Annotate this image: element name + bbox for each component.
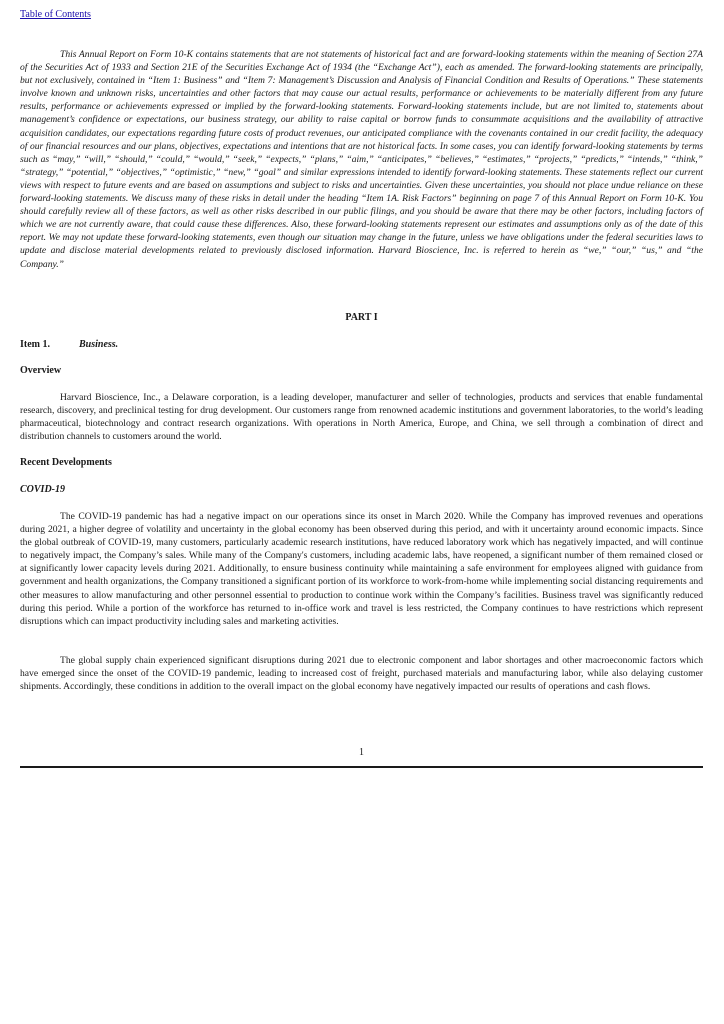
- covid-paragraph: The COVID-19 pandemic has had a negative impact on our operations since its onset in March 2020. While the Company has improved revenues and operations during 2021, a higher degree of volatility and uncertainty in the global economy has been observed during this period, and with it uncertainty around economic impacts. Since the global outbreak of COVID-19, many customers, particularly academic research institutions, have reduced laboratory work which has negatively impacted, and will continue to negatively impact, the Company’s sales. While many of the Company's customers, including academic labs, have reopened, a significant number of them remained closed or at significantly lower capacity levels during 2021. Additionally, to ensure business continuity while maintaining a safe environment for employees aligned with guidance from government and health organizations, the Company transitioned a significant portion of its workforce to work-from-home while implementing social distancing requirements and other measures to allow manufacturing and other personnel essential to production to continue work within the Company’s facilities. Business travel was significantly reduced during this period. While a portion of the workforce has returned to in-office work and travel is less restricted, the Company continues to have restrictions which represent disruptions which can impact productivity including sales and marketing activities.: [20, 511, 703, 627]
- item-heading: [20, 339, 118, 350]
- part-heading: PART I: [345, 312, 378, 323]
- item-title: Business.: [79, 339, 119, 350]
- recent-developments-heading: Recent Developments: [20, 457, 112, 468]
- overview-paragraph: Harvard Bioscience, Inc., a Delaware corporation, is a leading developer, manufacturer and seller of technologies, products and services that enable fundamental research, discovery, and preclinical testing for drug development. Our customers range from renowned academic institutions and government laboratories, to the world’s leading pharmaceutical, biotechnology and contract research organizations. With operations in North America, Europe, and China, we sell through a combination of direct and distribution channels to customers around the world.: [20, 392, 703, 443]
- covid-heading: COVID-19: [20, 484, 66, 495]
- item-number: Item 1.: [20, 339, 50, 350]
- page-number: 1: [359, 747, 364, 758]
- page-divider: [20, 766, 703, 768]
- table-of-contents-link[interactable]: Table of Contents: [20, 9, 91, 20]
- supply-chain-paragraph: The global supply chain experienced significant disruptions during 2021 due to electronic component and labor shortages and other macroeconomic factors which have emerged since the onset of the COVID-19 pandemic, leading to increased cost of freight, purchased materials and manufacturing labor, while also delaying customer shipments. Accordingly, these conditions in addition to the overall impact on the global economy have negatively impacted our results of operations and cash flows.: [20, 655, 703, 693]
- forward-looking-statements-paragraph: This Annual Report on Form 10-K contains statements that are not statements of historical fact and are forward-looking statements within the meaning of Section 27A of the Securities Act of 1933 and Section 21E of the Securities Exchange Act of 1934 (the “Exchange Act”), each as amended. The forward-looking statements are principally, but not exclusively, contained in “Item 1: Business” and “Item 7: Management’s Discussion and Analysis of Financial Condition and Results of Operations.” These statements involve known and unknown risks, uncertainties and other factors that may cause our actual results, performance or achievements to be materially different from any future results, performance or achievements expressed or implied by the forward-looking statements. Forward-looking statements include, but are not limited to, statements about management’s confidence or expectations, our business strategy, our ability to raise capital or borrow funds to consummate acquisitions and the availability of attractive acquisition candidates, our expectations regarding future costs of product revenues, our anticipated compliance with the covenants contained in our credit facility, the adequacy of our financial resources and our plans, objectives, expectations and intentions that are not historical facts. In some cases, you can identify forward-looking statements by terms such as “may,” “will,” “should,” “could,” “would,” “seek,” “expects,” “plans,” “aim,” “anticipates,” “believes,” “estimates,” “projects,” “predicts,” “intends,” “think,” “strategy,” “potential,” “objectives,” “optimistic,” “new,” “goal” and similar expressions intended to identify forward-looking statements. These statements reflect our current views with respect to future events and are based on assumptions and subject to risks and uncertainties. Given these uncertainties, you should not place undue reliance on these forward-looking statements. We discuss many of these risks in detail under the heading “Item 1A. Risk Factors” beginning on page 7 of this Annual Report on Form 10-K. You should carefully review all of these factors, as well as other risks described in our public filings, and you should be aware that there may be other factors, including factors of which we are not currently aware, that could cause these differences. Also, these forward-looking statements represent our estimates and assumptions only as of the date of this report. We may not update these forward-looking statements, even though our situation may change in the future, unless we have obligations under the federal securities laws to update and disclose material developments related to previously disclosed information. Harvard Bioscience, Inc. is referred to herein as “we,” “our,” “us,” and “the Company.”: [20, 49, 703, 270]
- overview-heading: Overview: [20, 365, 62, 376]
